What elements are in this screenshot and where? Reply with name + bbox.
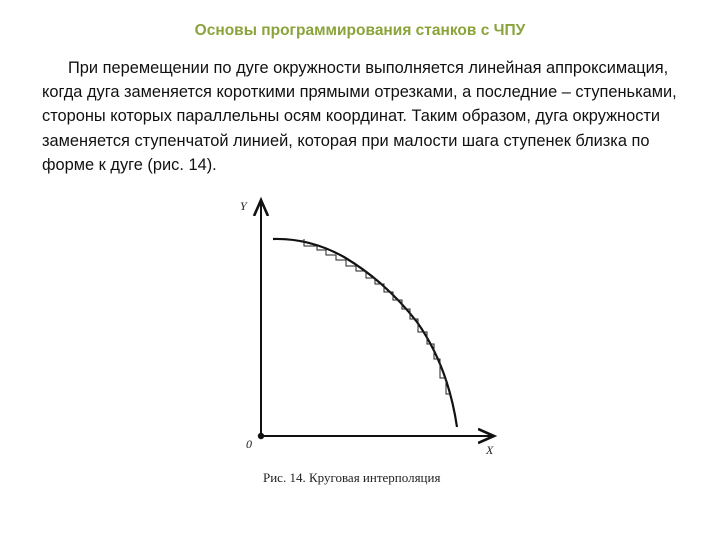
circle-arc — [273, 239, 457, 427]
slide-title: Основы программирования станков с ЧПУ — [194, 22, 526, 39]
x-axis-label: X — [486, 443, 494, 457]
y-axis-label: Y — [240, 199, 247, 213]
body-paragraph: При перемещении по дуге окружности выполняется линейная аппроксимация, когда дуга заменяется короткими прямыми отрезками, а последние – ступеньками, стороны которых параллельны осям координат. Таким образом, дуга окружности заменяется ступенчатой линией, которая при малости шага ступенек близка по форме к дуге (рис. 14). — [42, 59, 677, 174]
circular-interpolation-figure — [220, 194, 520, 494]
figure-diagram — [220, 194, 520, 494]
origin-label: 0 — [246, 437, 252, 451]
step-approximation-line — [304, 239, 451, 394]
figure-caption: Рис. 14. Круговая интерполяция — [263, 470, 441, 485]
origin-point — [258, 433, 264, 439]
